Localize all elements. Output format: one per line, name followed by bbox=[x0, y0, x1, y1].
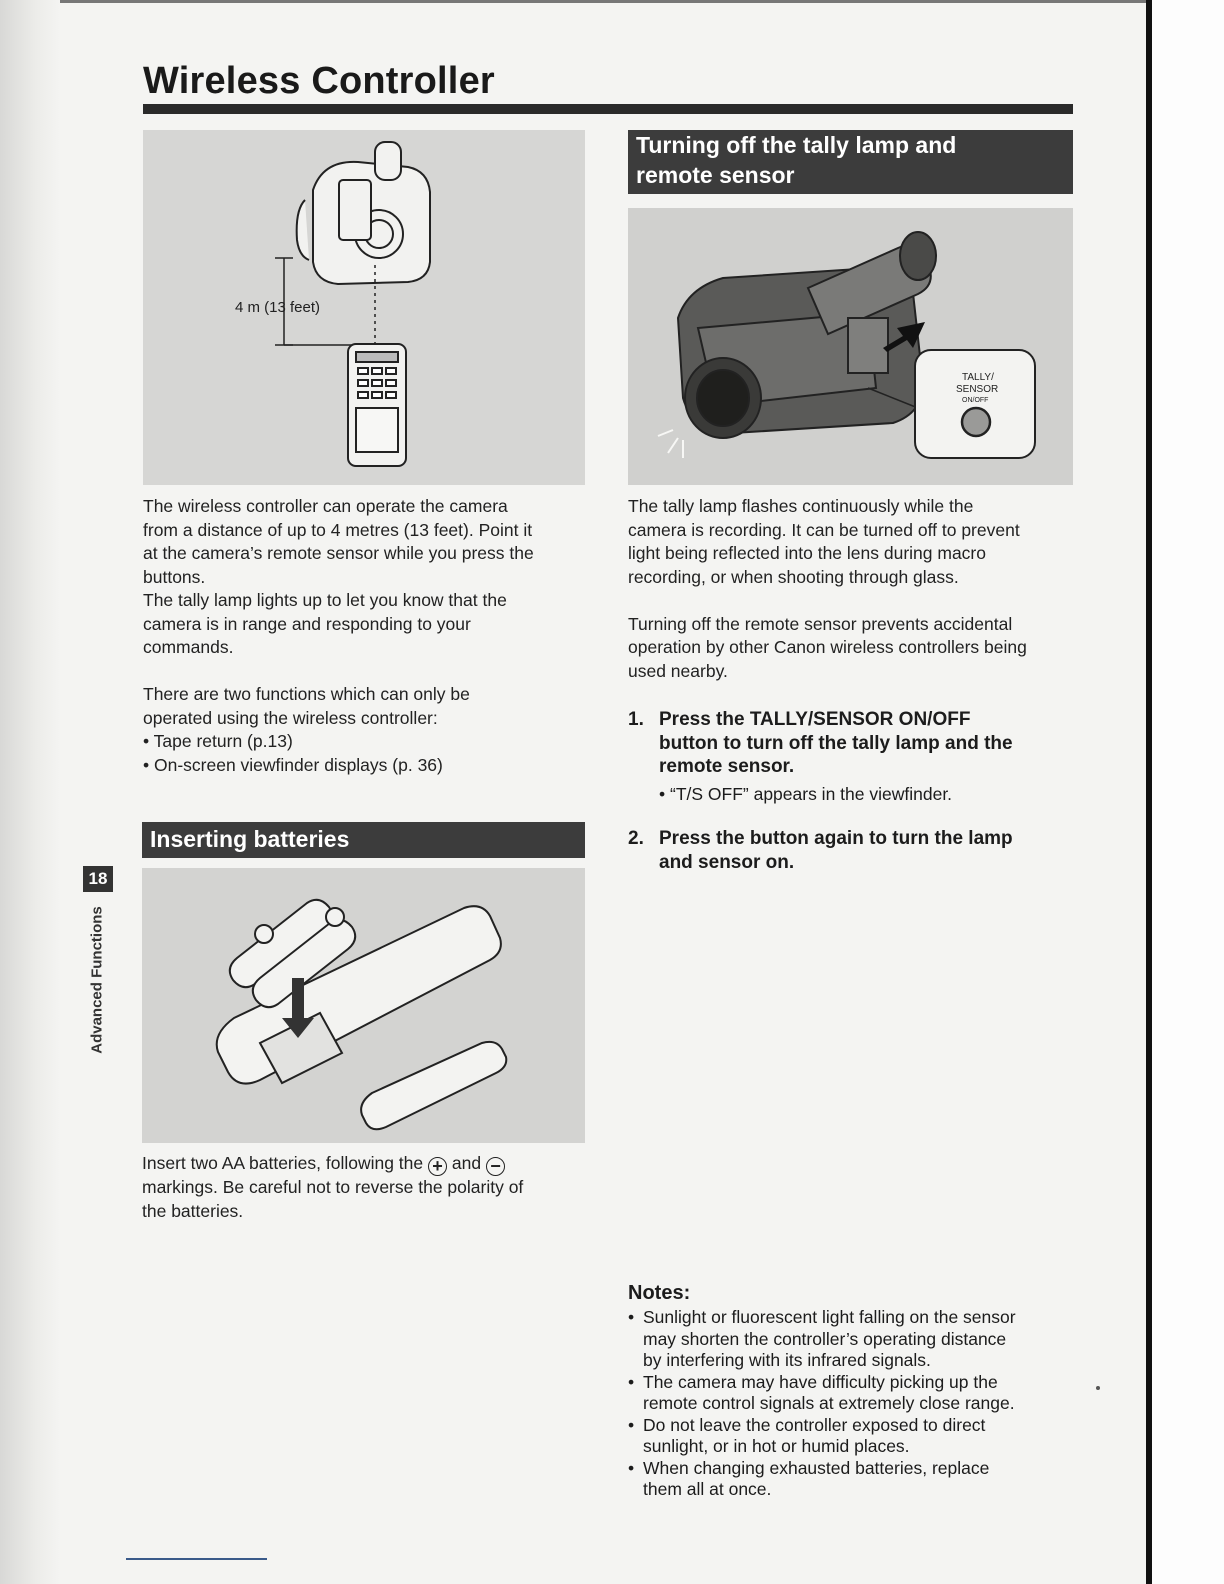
tally-lamp-heading bbox=[628, 130, 1073, 194]
note-line: • When changing exhausted batteries, replace bbox=[643, 1457, 990, 1478]
tally-line: The tally lamp flashes continuously while the bbox=[628, 496, 974, 516]
bottom-rule bbox=[126, 1558, 267, 1560]
intro-line: camera is in range and responding to your bbox=[143, 613, 471, 634]
intro-paragraph bbox=[143, 495, 593, 777]
functions-line: • On-screen viewfinder displays (p. 36) bbox=[143, 754, 443, 775]
batteries-line-2: markings. Be careful not to reverse the polarity of bbox=[142, 1177, 524, 1197]
plus-marking-icon: + bbox=[428, 1157, 447, 1176]
functions-line: There are two functions which can only be bbox=[143, 684, 470, 704]
step-note: • “T/S OFF” appears in the viewfinder. bbox=[659, 784, 953, 804]
functions-line: • Tape return (p.13) bbox=[143, 731, 293, 751]
section-side-label: Advanced Functions bbox=[88, 906, 106, 1054]
scan-margin bbox=[1152, 0, 1224, 1584]
note-item bbox=[628, 1415, 1078, 1458]
note-line: them all at once. bbox=[643, 1479, 772, 1499]
intro-line: The tally lamp lights up to let you know that the bbox=[143, 590, 507, 610]
step-number: 1. bbox=[628, 709, 644, 730]
remote-distance-illustration bbox=[143, 130, 585, 485]
batteries-line-3: the batteries. bbox=[142, 1200, 244, 1221]
scan-top-edge bbox=[60, 0, 1146, 3]
step-number: 2. bbox=[628, 828, 644, 849]
intro-line: from a distance of up to 4 metres (13 feet). Point it bbox=[143, 519, 533, 540]
sensor-line: Turning off the remote sensor prevents accidental bbox=[628, 613, 1013, 634]
intro-line: The wireless controller can operate the camera bbox=[143, 496, 508, 516]
note-line: sunlight, or in hot or humid places. bbox=[643, 1436, 910, 1456]
batteries-text-and: and bbox=[451, 1153, 482, 1173]
distance-label: 4 m (13 feet) bbox=[235, 299, 321, 316]
step-line: button to turn off the tally lamp and the bbox=[659, 732, 1013, 754]
sensor-line: operation by other Canon wireless controllers being bbox=[628, 637, 1027, 657]
step-line: Press the TALLY/SENSOR ON/OFF bbox=[659, 709, 971, 730]
inserting-batteries-heading: Inserting batteries bbox=[142, 822, 585, 858]
title-rule bbox=[143, 104, 1073, 114]
tally-line: light being reflected into the lens during macro bbox=[628, 543, 986, 563]
note-line: • Do not leave the controller exposed to direct bbox=[643, 1414, 986, 1435]
note-line: • The camera may have difficulty picking up the bbox=[643, 1371, 998, 1392]
tally-sensor-drawing bbox=[628, 208, 1073, 485]
tally-sensor-illustration bbox=[628, 208, 1073, 485]
heading-line: remote sensor bbox=[636, 162, 795, 188]
note-line: by interfering with its infrared signals. bbox=[643, 1350, 931, 1370]
remote-distance-drawing bbox=[143, 130, 585, 485]
heading-line: Turning off the tally lamp and bbox=[636, 132, 957, 158]
minus-marking-icon: − bbox=[486, 1157, 505, 1176]
notes-list bbox=[628, 1307, 1078, 1501]
batteries-paragraph bbox=[142, 1152, 592, 1223]
scan-left-edge bbox=[0, 0, 60, 1584]
battery-insertion-illustration bbox=[142, 868, 585, 1143]
note-line: remote control signals at extremely close range. bbox=[643, 1393, 1015, 1413]
tally-line: camera is recording. It can be turned off to prevent bbox=[628, 519, 1020, 540]
note-line: may shorten the controller’s operating distance bbox=[643, 1328, 1007, 1349]
page-title: Wireless Controller bbox=[143, 60, 495, 102]
batteries-line-1 bbox=[142, 1152, 592, 1176]
step-line: remote sensor. bbox=[659, 756, 795, 777]
step-line: Press the button again to turn the lamp bbox=[659, 828, 1013, 849]
tally-paragraph bbox=[628, 495, 1088, 683]
battery-insertion-drawing bbox=[142, 868, 585, 1143]
batteries-text-part1: Insert two AA batteries, following the bbox=[142, 1153, 424, 1173]
intro-line: commands. bbox=[143, 637, 234, 657]
sensor-line: used nearby. bbox=[628, 660, 728, 681]
functions-line: operated using the wireless controller: bbox=[143, 707, 438, 728]
note-item bbox=[628, 1458, 1078, 1501]
button-label-line: ON/OFF bbox=[962, 397, 989, 404]
intro-line: buttons. bbox=[143, 566, 206, 587]
note-item bbox=[628, 1372, 1078, 1415]
step-text bbox=[659, 827, 1079, 874]
scan-dot bbox=[1096, 1386, 1100, 1390]
button-label-line: TALLY/ bbox=[962, 372, 994, 383]
tally-line: recording, or when shooting through glass. bbox=[628, 566, 959, 587]
note-item bbox=[628, 1307, 1078, 1372]
step-text bbox=[659, 708, 1079, 779]
page-number: 18 bbox=[83, 866, 113, 892]
step-line: and sensor on. bbox=[659, 851, 795, 873]
button-label-line: SENSOR bbox=[956, 384, 999, 395]
intro-line: at the camera’s remote sensor while you press the bbox=[143, 543, 534, 563]
notes-title: Notes: bbox=[628, 1282, 691, 1304]
note-line: • Sunlight or fluorescent light falling on the sensor bbox=[643, 1307, 1016, 1327]
